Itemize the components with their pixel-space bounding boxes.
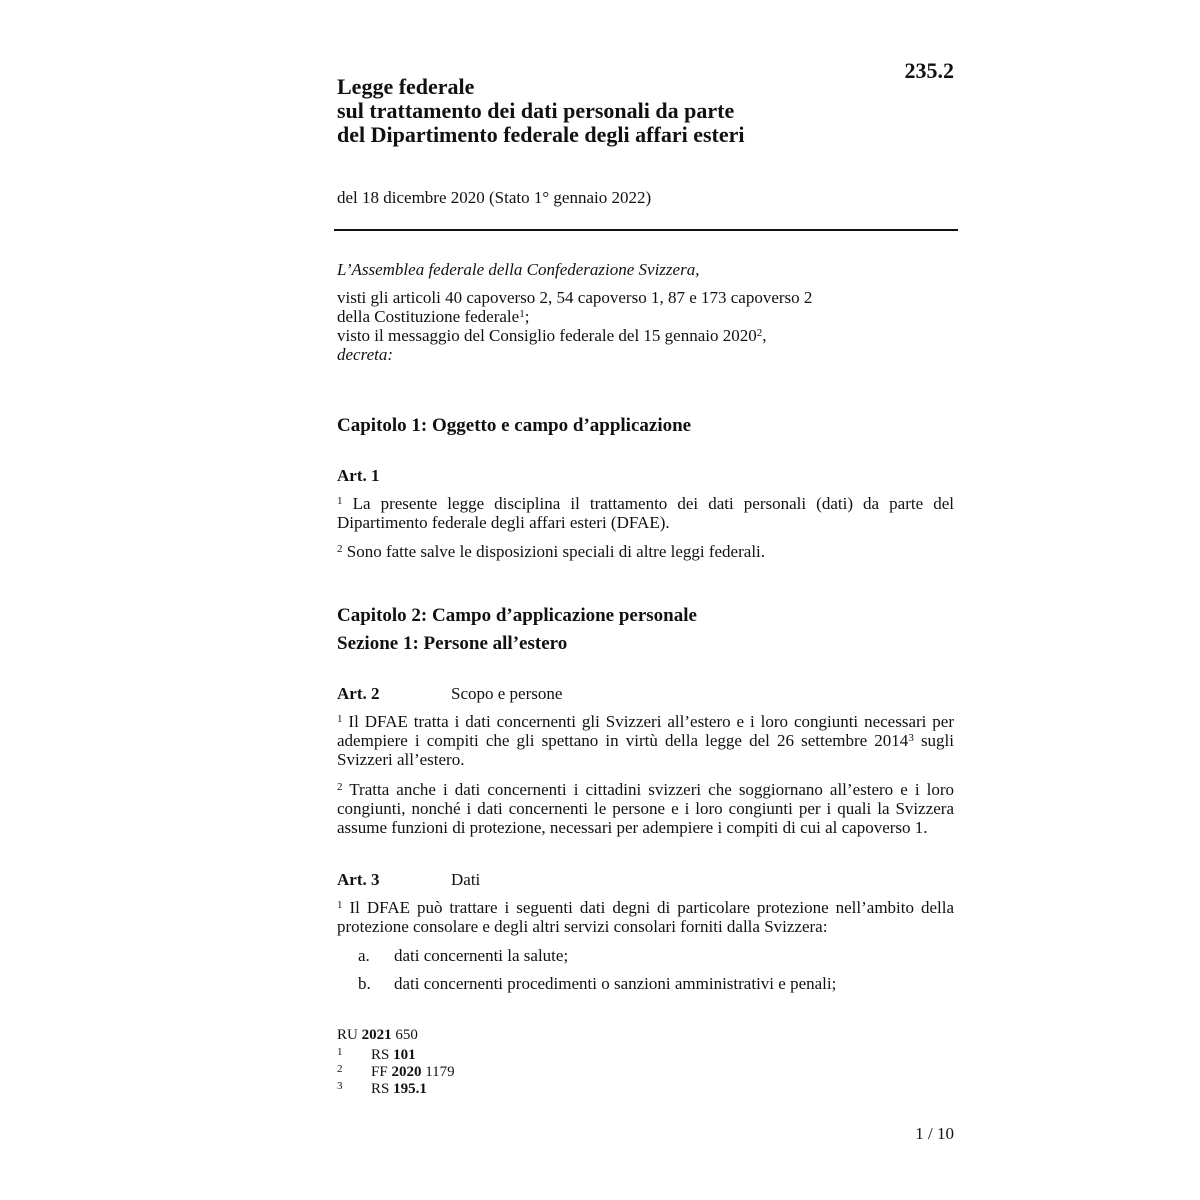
preamble-decree: decreta:	[337, 345, 394, 364]
footnote-ref[interactable]: 3	[908, 732, 914, 744]
list-item: a. dati concernenti la salute;	[358, 946, 569, 965]
footnote: 1 RS 101	[337, 1046, 416, 1063]
document-number: 235.2	[904, 58, 954, 83]
document-title	[337, 75, 744, 147]
footnote: 3 RS 195.1	[337, 1080, 427, 1097]
chapter-1-title: Capitolo 1: Oggetto e campo d’applicazione	[337, 415, 692, 436]
article-number: Art. 2	[337, 684, 380, 703]
section-1-title: Sezione 1: Persone all’estero	[337, 633, 568, 654]
title-line: del Dipartimento federale degli affari esteri	[337, 122, 745, 147]
preamble-authority: L’Assemblea federale della Confederazione Svizzera,	[337, 260, 700, 279]
title-divider	[334, 229, 958, 231]
article-subject: Scopo e persone	[451, 684, 563, 703]
article-2-paragraph-1: $^1$ Il DFAE tratta i dati concernenti gli Svizzeri all’estero e i loro congiunti necessari per adempiere i compiti che gli spettano in virtù della legge del 26 settembre 2014$^3$ sugli Svizzeri all’estero.	[337, 712, 954, 769]
title-line: sul trattamento dei dati personali da parte	[337, 98, 735, 123]
preamble	[337, 260, 957, 364]
article-1-paragraph-1: $^1$ La presente legge disciplina il trattamento dei dati personali (dati) da parte del Dipartimento federale degli affari esteri (DFAE).	[337, 494, 955, 532]
article-number: Art. 3	[337, 870, 380, 889]
article-3-paragraph-1: $^1$ Il DFAE può trattare i seguenti dati degni di particolare protezione nell’ambito della protezione consolare e degli altri servizi consolari forniti dalla Svizzera:	[337, 898, 955, 936]
official-compilation-ref: RU 2021 650	[337, 1027, 418, 1043]
article-3-heading	[337, 870, 480, 890]
footnote: 2 FF 2020 1179	[337, 1063, 455, 1080]
preamble-line: visti gli articoli 40 capoverso 2, 54 capoverso 1, 87 e 173 capoverso 2	[337, 288, 813, 307]
list-item: b. dati concernenti procedimenti o sanzioni amministrativi e penali;	[358, 974, 837, 993]
page-number: 1 / 10	[915, 1124, 954, 1143]
preamble-line: della Costituzione federale$^1$;	[337, 307, 530, 326]
title-line: Legge federale	[337, 74, 475, 99]
preamble-line: visto il messaggio del Consiglio federale del 15 gennaio 2020$^2$,	[337, 326, 767, 345]
article-1-heading	[337, 466, 451, 486]
chapter-2-title: Capitolo 2: Campo d’applicazione personale	[337, 605, 697, 626]
article-1-paragraph-2: $^2$ Sono fatte salve le disposizioni speciali di altre leggi federali.	[337, 542, 766, 561]
article-number: Art. 1	[337, 466, 380, 485]
article-subject: Dati	[451, 870, 481, 889]
article-2-heading	[337, 684, 562, 704]
document-date: del 18 dicembre 2020 (Stato 1° gennaio 2022)	[337, 188, 652, 207]
article-2-paragraph-2: $^2$ Tratta anche i dati concernenti i cittadini svizzeri che soggiornano all’estero e i loro congiunti, nonché i dati concernenti le persone e i loro congiunti per i quali la Svizzera assume funzioni di protezione, necessari per adempiere i compiti di cui al capoverso 1.	[337, 780, 954, 837]
footnote-ref[interactable]: 1	[519, 308, 525, 320]
footnote-ref[interactable]: 2	[756, 327, 763, 339]
